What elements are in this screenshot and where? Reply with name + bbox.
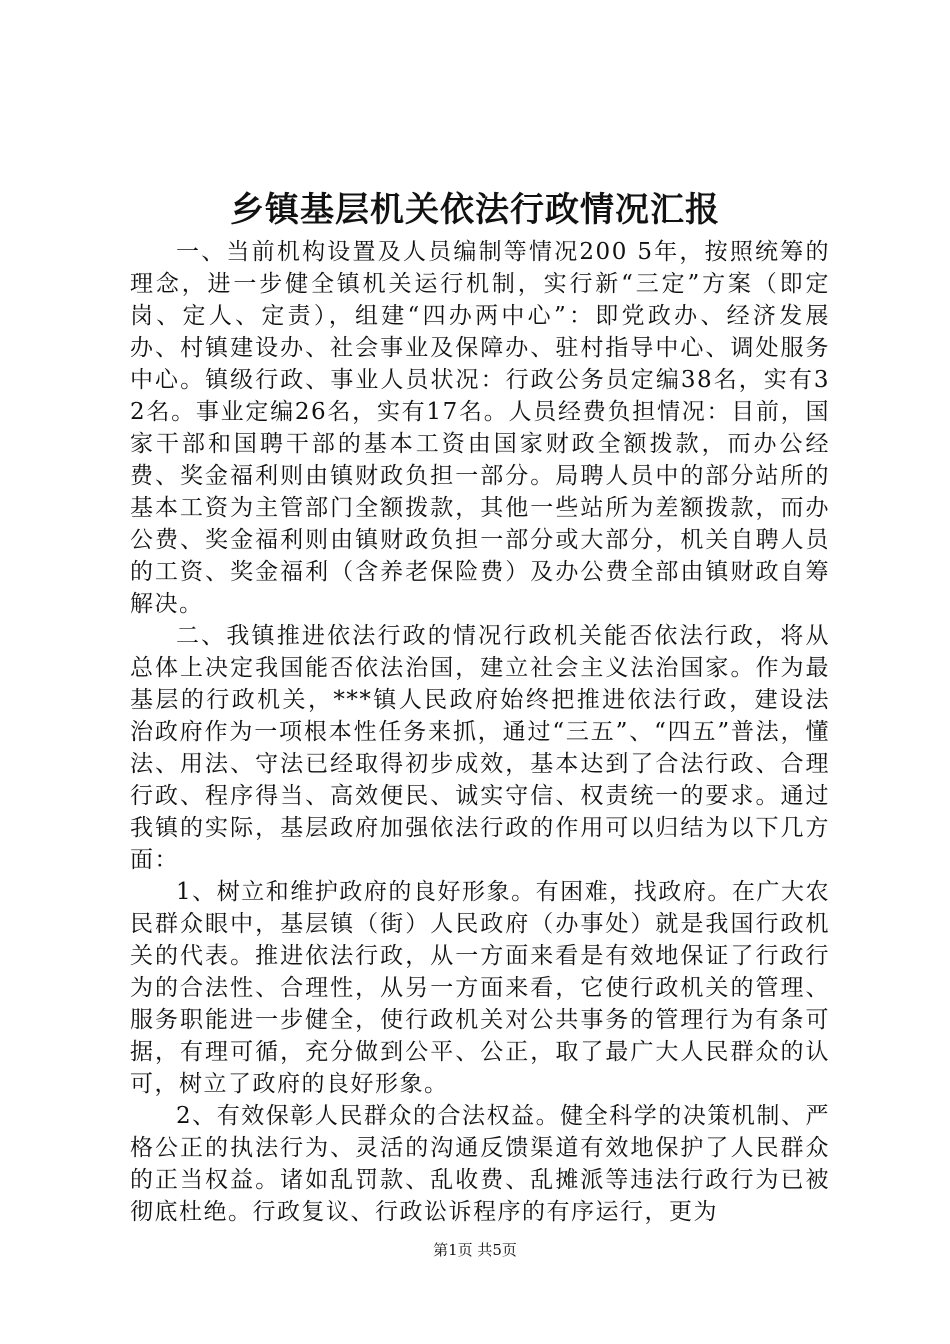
document-title: 乡镇基层机关依法行政情况汇报 (230, 190, 720, 230)
paragraph-3: 1、树立和维护政府的良好形象。有困难，找政府。在广大农民群众眼中，基层镇（街）人民政府（办事处）就是我国行政机关的代表。推进依法行政，从一方面来看是有效地保证了行政行为的合法性、合理性，从另一方面来看，它使行政机关的管理、服务职能进一步健全，使行政机关对公共事务的管理行为有条可据，有理可循，充分做到公平、公正，取了最广大人民群众的认可，树立了政府的良好形象。 (130, 879, 830, 1097)
paragraph-4: 2、有效保彰人民群众的合法权益。健全科学的决策机制、严格公正的执法行为、灵活的沟通反馈渠道有效地保护了人民群众的正当权益。诸如乱罚款、乱收费、乱摊派等违法行政行为已被彻底杜绝。行政复议、行政讼诉程序的有序运行，更为 (130, 1103, 830, 1225)
document-body (130, 236, 830, 1228)
page-footer: 第1页 共5页 (433, 1241, 517, 1259)
paragraph-2: 二、我镇推进依法行政的情况行政机关能否依法行政，将从总体上决定我国能否依法治国，建立社会主义法治国家。作为最基层的行政机关，***镇人民政府始终把推进依法行政，建设法治政府作为一项根本性任务来抓，通过“三五”、“四五”普法，懂法、用法、守法已经取得初步成效，基本达到了合法行政、合理行政、程序得当、高效便民、诚实守信、权责统一的要求。通过我镇的实际，基层政府加强依法行政的作用可以归结为以下几方面： (130, 623, 830, 873)
paragraph-1: 一、当前机构设置及人员编制等情况200 5年，按照统筹的理念，进一步健全镇机关运行机制，实行新“三定”方案（即定岗、定人、定责），组建“四办两中心”：即党政办、经济发展办、村镇建设办、社会事业及保障办、驻村指导中心、调处服务中心。镇级行政、事业人员状况：行政公务员定编38名，实有32名。事业定编26名，实有17名。人员经费负担情况：目前，国家干部和国聘干部的基本工资由国家财政全额拨款，而办公经费、奖金福利则由镇财政负担一部分。局聘人员中的部分站所的基本工资为主管部门全额拨款，其他一些站所为差额拨款，而办公费、奖金福利则由镇财政负担一部分或大部分，机关自聘人员的工资、奖金福利（含养老保险费）及办公费全部由镇财政自筹解决。 (130, 239, 830, 617)
